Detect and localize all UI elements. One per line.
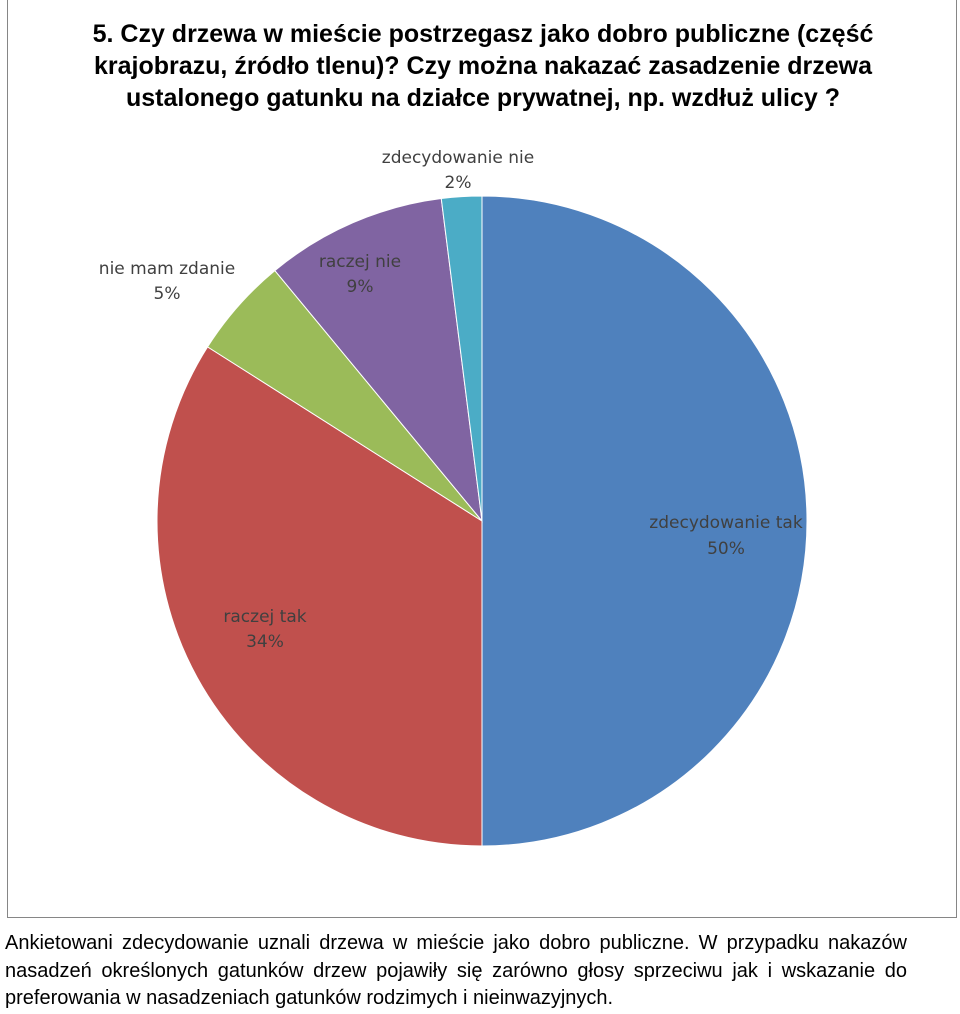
data-label-nie-mam-zdanie-name: nie mam zdanie: [98, 259, 236, 279]
chart-title-line-1: 5. Czy drzewa w mieście postrzegasz jako dobro publiczne (część: [92, 20, 874, 48]
data-label-zdecydowanie-nie-name: zdecydowanie nie: [381, 148, 535, 168]
data-label-raczej-tak-value: 34%: [246, 632, 284, 652]
chart-title-line-3: ustalonego gatunku na działce prywatnej, np. wzdłuż ulicy ?: [126, 84, 840, 112]
data-label-raczej-nie-value: 9%: [346, 277, 374, 297]
data-label-zdecydowanie-nie-value: 2%: [444, 173, 472, 193]
data-label-zdecydowanie-tak-value: 50%: [707, 539, 745, 559]
data-label-nie-mam-zdanie-value: 5%: [153, 284, 181, 304]
caption-paragraph: Ankietowani zdecydowanie uznali drzewa w mieście jako dobro publiczne. W przypadku nakazów nasadzeń określonych gatunków drzew pojawiły się zarówno głosy sprzeciwu jak i wskazanie do preferowania w nasadzeniach gatunków rodzimych i nieinwazyjnych.: [5, 932, 907, 1009]
data-label-zdecydowanie-tak-name: zdecydowanie tak: [649, 513, 803, 533]
data-label-raczej-tak-name: raczej tak: [223, 607, 307, 627]
chart-title-line-2: krajobrazu, źródło tlenu)? Czy można nakazać zasadzenie drzewa: [94, 52, 872, 80]
data-label-raczej-nie-name: raczej nie: [318, 252, 402, 272]
